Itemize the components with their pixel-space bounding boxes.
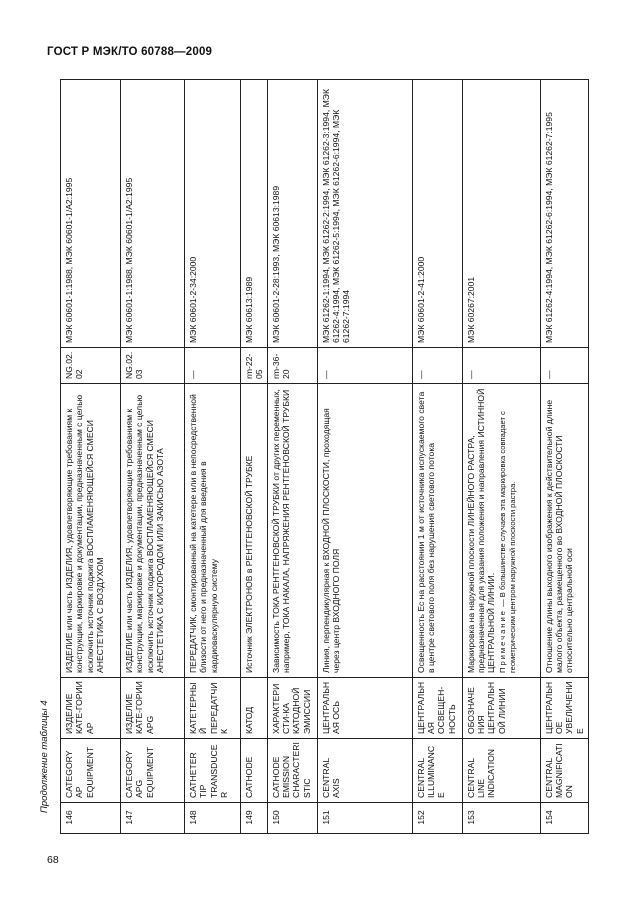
note-label: Примечание [497,609,507,673]
table-row [412,80,462,834]
term-definition: ИЗДЕЛИЕ или часть ИЗДЕЛИЯ, удовлетворяющие требованиям к конструкции, маркировке и документации, предназначенным с целью исключить источник поджига ВОСПЛАМЕНЯЮЩЕЙСЯ СМЕСИ АНЕСТЕТИКА С ВОЗДУХОМ [61,384,121,678]
term-english: CENTRAL LINE INDICATION [462,739,540,803]
table-row [317,80,412,834]
term-references: МЭК 60601-2-34:2000 [185,80,241,348]
term-code: — [317,348,412,384]
term-definition: ИЗДЕЛИЕ или часть ИЗДЕЛИЯ, удовлетворяющие требованиям к конструкции, маркировке и документации, предназначенным с целью исключить источник поджига ВОСПЛАМЕНЯЮЩЕЙСЯ СМЕСИ АНЕСТЕТИКА С КИСЛОРОДОМ ИЛИ ЗАКИСЬЮ АЗОТА [121,384,185,678]
term-english: CATHODE EMISSION CHARACTERISTIC [267,739,317,803]
term-definition: Зависимость ТОКА РЕНТГЕНОВСКОЙ ТРУБКИ от других переменных, например, ТОКА НАКАЛА, НАПРЯЖЕНИЯ РЕНТГЕНОВСКОЙ ТРУБКИ [267,384,317,678]
term-russian: ИЗДЕЛИЕ КАТЕ-ГОРИИ APG [121,678,185,739]
table-row [267,80,317,834]
table-row [462,80,540,834]
term-number: 153 [462,803,540,834]
term-english: CENTRAL AXIS [317,739,412,803]
term-code: — [540,348,588,384]
term-russian: КАТЕТЕРНЫЙ ПЕРЕДАТЧИК [185,678,241,739]
term-references: МЭК 60601-1:1988, МЭК 60601-1/A2:1995 [121,80,185,348]
term-number: 152 [412,803,462,834]
term-english: CATHODE [241,739,268,803]
term-english: CATEGORY APG EQUIPMENT [121,739,185,803]
term-code: rm-36-20 [267,348,317,384]
term-code: — [412,348,462,384]
term-number: 151 [317,803,412,834]
definition-text: Маркировка на наружной плоскости ЛИНЕЙНОГО РАСТРА, предназначенная для указания положения и направления ИСТИННОЙ ЦЕНТРАЛЬНОЙ ЛИНИИ. [465,388,497,673]
term-number: 149 [241,803,268,834]
term-russian: ХАРАКТЕРИСТИ-КА КАТОДНОЙ ЭМИССИИ [267,678,317,739]
term-english: CENTRAL MAGNIFICATION [540,739,588,803]
document-header: ГОСТ Р МЭК/ТО 60788—2009 [47,46,213,58]
rotated-table [60,80,585,834]
term-definition [462,384,540,678]
term-references: МЭК 60613:1989 [241,80,268,348]
term-number: 154 [540,803,588,834]
term-definition: Освещенность Ес на расстоянии 1 м от источника испускаемого света в центре светового поля без нарушения светового потока [412,384,462,678]
table-row [241,80,268,834]
term-references: МЭК 60267:2001 [462,80,540,348]
term-code: NG.02.03 [121,348,185,384]
terms-table [60,79,589,834]
table-area [60,80,585,834]
table-row [61,80,121,834]
term-definition: ПЕРЕДАТЧИК, смонтированный на катетере или в непосредственной близости от него и предназначенный для введения в кардиоваскулярную систему [185,384,241,678]
term-number: 148 [185,803,241,834]
term-references: МЭК 61262-1:1994, МЭК 61262-2:1994, МЭК 61262-3:1994, МЭК 61262-4:1994, МЭК 61262-5:1994, МЭК 61262-6:1994, МЭК 61262-7:1994 [317,80,412,348]
term-code: — [185,348,241,384]
table-row [185,80,241,834]
term-references: МЭК 61262-4:1994, МЭК 61262-6:1994, МЭК 61262-7:1995 [540,80,588,348]
term-english: CATEGORY AP EQUIPMENT [61,739,121,803]
term-russian: КАТОД [241,678,268,739]
term-russian: ЦЕНТРАЛЬНОЕ УВЕЛИЧЕНИЕ [540,678,588,739]
term-russian: ЦЕНТРАЛЬНАЯ ОСЬ [317,678,412,739]
term-russian: ЦЕНТРАЛЬНАЯ ОСВЕЩЕН-НОСТЬ [412,678,462,739]
term-code: rm-22-05 [241,348,268,384]
term-number: 146 [61,803,121,834]
term-english: CATHETER TIP TRANSDUCER [185,739,241,803]
term-russian: ИЗДЕЛИЕ КАТЕ-ГОРИИ AP [61,678,121,739]
term-definition: Отношение длины выходного изображения к действительной длине малого объекта, размещенного во ВХОДНОЙ ПЛОСКОСТИ относительно центральной оси [540,384,588,678]
term-references: МЭК 60601-1:1988, МЭК 60601-1/A2:1995 [61,80,121,348]
term-number: 150 [267,803,317,834]
table-caption: Продолжение таблицы 4 [39,700,50,813]
term-references: МЭК 60601-2-41:2000 [412,80,462,348]
term-references: МЭК 60601-2-28:1993, МЭК 60613:1989 [267,80,317,348]
table-row [121,80,185,834]
table-row [540,80,588,834]
note-text: — В большинстве случаев эта маркировка совпадает с геометрическим центром наружной плоскости растра. [497,411,517,673]
term-number: 147 [121,803,185,834]
page-number: 68 [47,854,59,866]
term-english: CENTRAL ILLUMINANCE [412,739,462,803]
term-russian: ОБОЗНАЧЕНИЯ ЦЕНТРАЛЬНОЙ ЛИНИИ [462,678,540,739]
term-definition: Линия, перпендикулярная к ВХОДНОЙ ПЛОСКОСТИ, проходящая через центр ВХОДНОГО ПОЛЯ [317,384,412,678]
term-code: NG.02.02 [61,348,121,384]
term-definition: Источник ЭЛЕКТРОНОВ в РЕНТГЕНОВСКОЙ ТРУБКЕ [241,384,268,678]
term-code: — [462,348,540,384]
